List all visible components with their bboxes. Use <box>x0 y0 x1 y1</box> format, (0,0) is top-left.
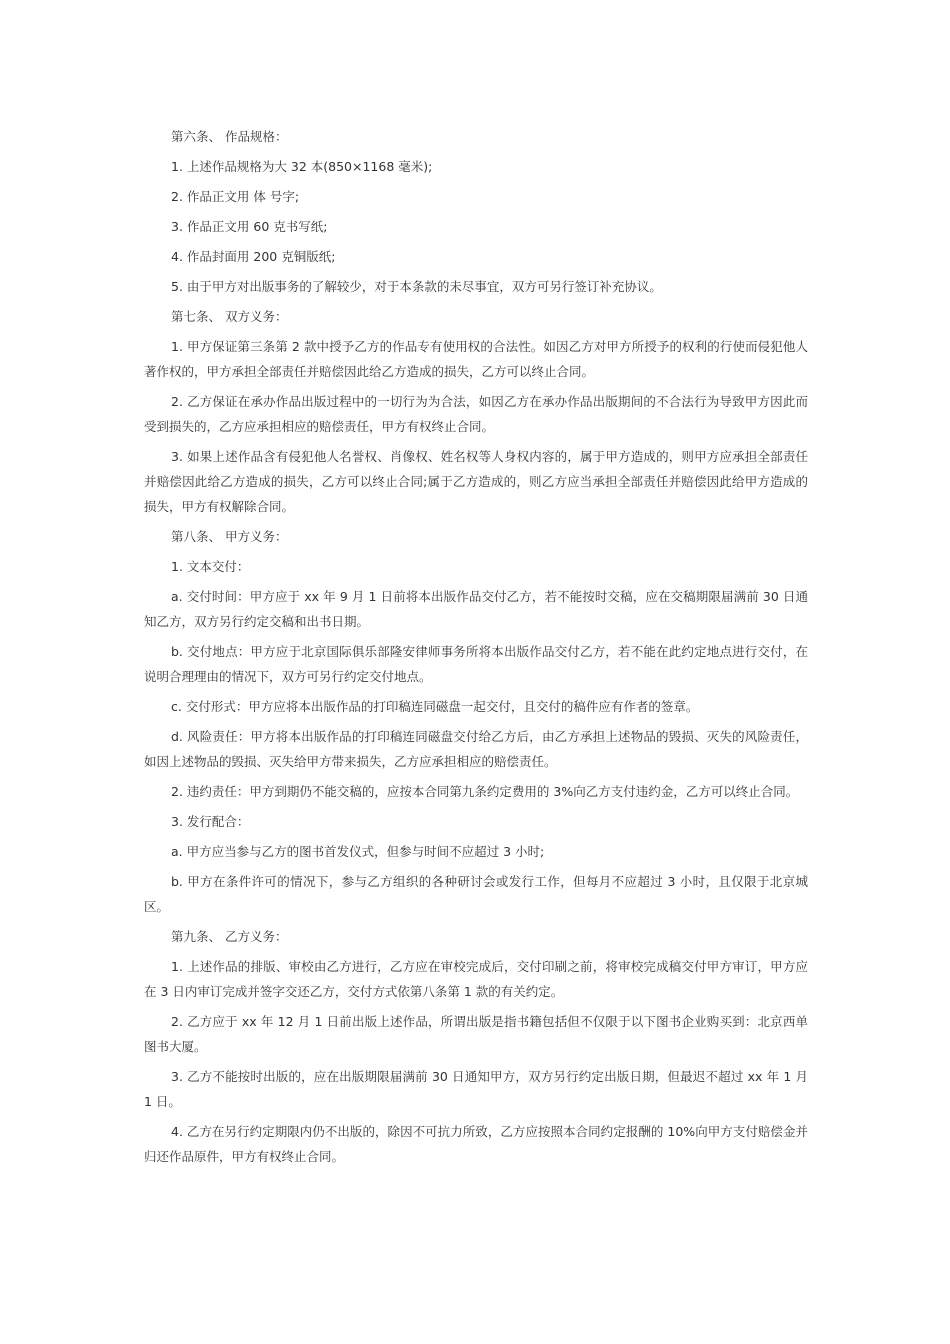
heading-article-6: 第六条、 作品规格： <box>171 129 288 144</box>
clause-8-1-c: c. 交付形式：甲方应将本出版作品的打印稿连同磁盘一起交付，且交付的稿件应有作者的签章。 <box>171 699 699 714</box>
heading-article-9: 第九条、 乙方义务： <box>171 929 288 944</box>
clause-8-2: 2. 违约责任：甲方到期仍不能交稿的，应按本合同第九条约定费用的 3%向乙方支付违约金，乙方可以终止合同。 <box>171 784 799 799</box>
clause-8-1-a: a. 交付时间：甲方应于 xx 年 9 月 1 日前将本出版作品交付乙方，若不能按时交稿，应在交稿期限届满前 30 日通知乙方，双方另行约定交稿和出书日期。 <box>144 589 808 629</box>
clause-9-2: 2. 乙方应于 xx 年 12 月 1 日前出版上述作品，所谓出版是指书籍包括但不仅限于以下图书企业购买到：北京西单图书大厦。 <box>144 1014 808 1054</box>
clause-8-1-d: d. 风险责任：甲方将本出版作品的打印稿连同磁盘交付给乙方后，由乙方承担上述物品的毁损、灭失的风险责任，如因上述物品的毁损、灭失给甲方带来损失，乙方应承担相应的赔偿责任。 <box>144 729 808 769</box>
clause-7-1: 1. 甲方保证第三条第 2 款中授予乙方的作品专有使用权的合法性。如因乙方对甲方所授予的权利的行使而侵犯他人著作权的，甲方承担全部责任并赔偿因此给乙方造成的损失，乙方可以终止合同。 <box>144 339 808 379</box>
clause-9-1: 1. 上述作品的排版、审校由乙方进行，乙方应在审校完成后，交付印刷之前，将审校完成稿交付甲方审订，甲方应在 3 日内审订完成并签字交还乙方，交付方式依第八条第 1 款的有关约定。 <box>144 959 808 999</box>
clause-6-5: 5. 由于甲方对出版事务的了解较少，对于本条款的未尽事宜，双方可另行签订补充协议。 <box>171 279 662 294</box>
clause-7-2: 2. 乙方保证在承办作品出版过程中的一切行为为合法，如因乙方在承办作品出版期间的不合法行为导致甲方因此而受到损失的，乙方应承担相应的赔偿责任，甲方有权终止合同。 <box>144 394 808 434</box>
clause-9-4: 4. 乙方在另行约定期限内仍不出版的，除因不可抗力所致，乙方应按照本合同约定报酬的 10%向甲方支付赔偿金并归还作品原件，甲方有权终止合同。 <box>144 1124 808 1164</box>
heading-article-7: 第七条、 双方义务： <box>171 309 288 324</box>
clause-8-3-a: a. 甲方应当参与乙方的图书首发仪式，但参与时间不应超过 3 小时; <box>171 844 545 859</box>
clause-6-2: 2. 作品正文用 体 号字; <box>171 189 300 204</box>
clause-8-1-b: b. 交付地点：甲方应于北京国际俱乐部隆安律师事务所将本出版作品交付乙方，若不能在此约定地点进行交付，在说明合理理由的情况下，双方可另行约定交付地点。 <box>144 644 808 684</box>
clause-7-3: 3. 如果上述作品含有侵犯他人名誉权、肖像权、姓名权等人身权内容的，属于甲方造成的，则甲方应承担全部责任并赔偿因此给乙方造成的损失，乙方可以终止合同;属于乙方造成的，则乙方应当承担全部责任并赔偿因此给甲方造成的损失，甲方有权解除合同。 <box>144 449 808 514</box>
clause-8-1: 1. 文本交付： <box>171 559 250 574</box>
clause-6-4: 4. 作品封面用 200 克铜版纸; <box>171 249 336 264</box>
clause-9-3: 3. 乙方不能按时出版的，应在出版期限届满前 30 日通知甲方，双方另行约定出版日期，但最迟不超过 xx 年 1 月 1 日。 <box>144 1069 808 1109</box>
clause-6-1: 1. 上述作品规格为大 32 本(850×1168 毫米); <box>171 159 433 174</box>
heading-article-8: 第八条、 甲方义务： <box>171 529 288 544</box>
document-body <box>144 124 808 1174</box>
clause-6-3: 3. 作品正文用 60 克书写纸; <box>171 219 328 234</box>
clause-8-3: 3. 发行配合： <box>171 814 250 829</box>
clause-8-3-b: b. 甲方在条件许可的情况下，参与乙方组织的各种研讨会或发行工作，但每月不应超过 3 小时，且仅限于北京城区。 <box>144 874 808 914</box>
